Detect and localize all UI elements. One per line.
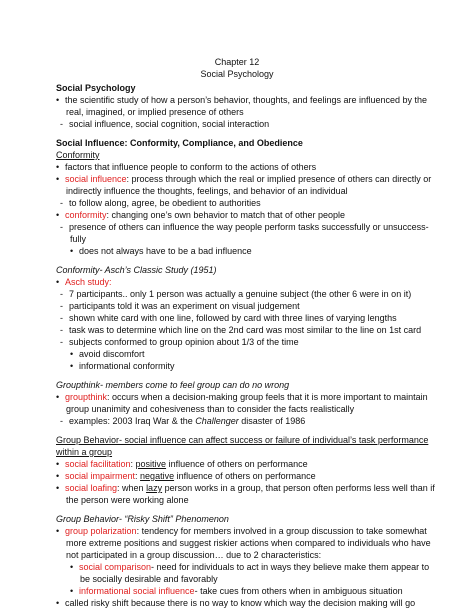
text-segment: participants told it was an experiment on visual judgement <box>69 301 300 311</box>
text-segment: informational conformity <box>79 361 175 371</box>
bullet-marker: • <box>70 246 74 256</box>
section-heading <box>56 137 303 149</box>
text-segment: Social Influence: Conformity, Compliance, and Obedience <box>56 138 303 148</box>
text-segment: : process through which the real or implied presence of others can directly or <box>126 174 432 184</box>
text-segment: subjects conformed to group opinion about 1/3 of the time <box>69 337 299 347</box>
note-line <box>56 276 112 288</box>
text-segment: : when <box>117 483 147 493</box>
bullet-marker: • <box>56 174 60 184</box>
text-segment: positive <box>135 459 167 469</box>
note-line <box>56 94 427 106</box>
note-line <box>70 245 252 257</box>
bullet-marker: • <box>56 277 60 287</box>
text-segment: : occurs when a decision-making group feels that it is more important to maintain <box>107 392 428 402</box>
note-line <box>60 324 421 336</box>
note-line <box>56 149 100 161</box>
dash-marker: - <box>60 289 63 299</box>
note-line <box>66 403 354 415</box>
note-line <box>56 391 428 403</box>
section-heading <box>56 379 289 391</box>
note-line <box>66 106 244 118</box>
note-line <box>70 585 403 597</box>
text-segment: negative <box>140 471 175 481</box>
note-line <box>70 561 429 573</box>
text-segment: influence of others on performance <box>166 459 308 469</box>
section-heading <box>56 82 136 94</box>
section-heading <box>56 434 428 446</box>
text-segment: social influence, social cognition, social interaction <box>69 119 270 129</box>
text-segment: presence of others can influence the way people perform tasks successfully or unsuccess- <box>69 222 429 232</box>
note-line <box>66 549 321 561</box>
dash-marker: - <box>60 222 63 232</box>
section-heading <box>56 446 112 458</box>
text-segment: more extreme positions and suggest riskier actions when compared to individuals who have <box>66 538 431 548</box>
dash-marker: - <box>60 325 63 335</box>
bullet-marker: • <box>56 471 60 481</box>
key-term: social influence <box>65 174 127 184</box>
key-term: conformity <box>65 210 107 220</box>
note-line <box>80 573 218 585</box>
chapter-heading: Chapter 12 <box>214 57 260 67</box>
text-segment: - take cues from others when in ambiguous situation <box>194 586 403 596</box>
note-line <box>60 312 397 324</box>
text-segment: the person were working alone <box>66 495 189 505</box>
note-line <box>66 185 348 197</box>
bullet-marker: • <box>56 210 60 220</box>
note-line <box>66 537 431 549</box>
text-segment: - need for individuals to act in ways they believe make them appear to <box>151 562 430 572</box>
text-segment: influence of others on performance <box>174 471 316 481</box>
text-segment: lazy <box>146 483 163 493</box>
text-segment: not participated in a group discussion… due to 2 characteristics: <box>66 550 322 560</box>
text-segment: Conformity- Asch’s Classic Study (1951) <box>56 265 217 275</box>
note-line <box>56 161 316 173</box>
bullet-marker: • <box>56 483 60 493</box>
text-segment: : tendency for members involved in a group discussion to take somewhat <box>136 526 427 536</box>
section-heading <box>56 264 217 276</box>
text-segment: group unanimity and cohesiveness than to consider the facts realistically <box>66 404 355 414</box>
bullet-marker: • <box>70 562 74 572</box>
text-segment: within a group <box>56 447 113 457</box>
dash-marker: - <box>60 119 63 129</box>
note-line <box>60 288 411 300</box>
bullet-marker: • <box>56 526 60 536</box>
text-segment: person works in a group, that person often performs less well than if <box>162 483 435 493</box>
note-line <box>66 494 189 506</box>
text-segment: avoid discomfort <box>79 349 145 359</box>
dash-marker: - <box>60 416 63 426</box>
text-segment: : <box>130 459 136 469</box>
text-segment: fully <box>70 234 87 244</box>
section-heading <box>56 513 229 525</box>
text-segment: indirectly influence the thoughts, feelings, and behavior of an individual <box>66 186 348 196</box>
text-segment: factors that influence people to conform to the actions of others <box>65 162 317 172</box>
bullet-marker: • <box>56 95 60 105</box>
bullet-marker: • <box>56 459 60 469</box>
text-segment: the scientific study of how a person’s behavior, thoughts, and feelings are influenced by the <box>65 95 428 105</box>
dash-marker: - <box>60 301 63 311</box>
text-segment: task was to determine which line on the 2nd card was most similar to the line on 1st card <box>69 325 422 335</box>
text-segment: Challenger <box>195 416 239 426</box>
text-segment: does not always have to be a bad influence <box>79 246 252 256</box>
key-term: group polarization <box>65 526 137 536</box>
text-segment: to follow along, agree, be obedient to authorities <box>69 198 261 208</box>
text-segment: Groupthink- members come to feel group can do no wrong <box>56 380 290 390</box>
dash-marker: - <box>60 313 63 323</box>
bullet-marker: • <box>70 361 74 371</box>
page-title: Social Psychology <box>200 69 274 79</box>
note-line <box>70 233 86 245</box>
text-segment: disaster of 1986 <box>238 416 306 426</box>
key-term: social impairment <box>65 471 136 481</box>
text-segment: examples: 2003 Iraq War & the <box>69 416 196 426</box>
note-line <box>60 118 269 130</box>
key-term: social comparison <box>79 562 152 572</box>
note-line <box>60 300 300 312</box>
text-segment: shown white card with one line, followed by card with three lines of varying lengths <box>69 313 397 323</box>
note-line <box>56 597 415 609</box>
text-segment: : changing one’s own behavior to match that of other people <box>106 210 346 220</box>
text-segment: Group Behavior- social influence can affect success or failure of individual’s task performance <box>56 435 429 445</box>
note-line <box>70 348 145 360</box>
text-segment: : <box>135 471 141 481</box>
note-line <box>56 458 308 470</box>
note-line <box>60 336 299 348</box>
note-line <box>56 209 345 221</box>
bullet-marker: • <box>56 598 60 608</box>
bullet-marker: • <box>70 586 74 596</box>
note-line <box>56 470 316 482</box>
key-term: informational social influence <box>79 586 195 596</box>
text-segment: Social Psychology <box>56 83 136 93</box>
key-term: social facilitation <box>65 459 131 469</box>
bullet-marker: • <box>56 392 60 402</box>
note-line <box>70 360 175 372</box>
note-line <box>60 415 305 427</box>
text-segment: real, imagined, or implied presence of others <box>66 107 244 117</box>
text-segment: Group Behavior- “Risky Shift” Phenomenon <box>56 514 229 524</box>
note-line <box>56 482 435 494</box>
text-segment: 7 participants.. only 1 person was actually a genuine subject (the other 6 were in on it) <box>69 289 412 299</box>
note-line <box>56 525 427 537</box>
key-term: groupthink <box>65 392 108 402</box>
dash-marker: - <box>60 198 63 208</box>
text-segment: be socially desirable and favorably <box>80 574 218 584</box>
bullet-marker: • <box>56 162 60 172</box>
text-segment: called risky shift because there is no way to know which way the decision making will go <box>65 598 416 608</box>
note-line <box>56 173 431 185</box>
key-term: social loafing <box>65 483 118 493</box>
note-line <box>60 221 429 233</box>
bullet-marker: • <box>70 349 74 359</box>
dash-marker: - <box>60 337 63 347</box>
note-line <box>60 197 261 209</box>
text-segment: Conformity <box>56 150 100 160</box>
key-term: Asch study: <box>65 277 112 287</box>
